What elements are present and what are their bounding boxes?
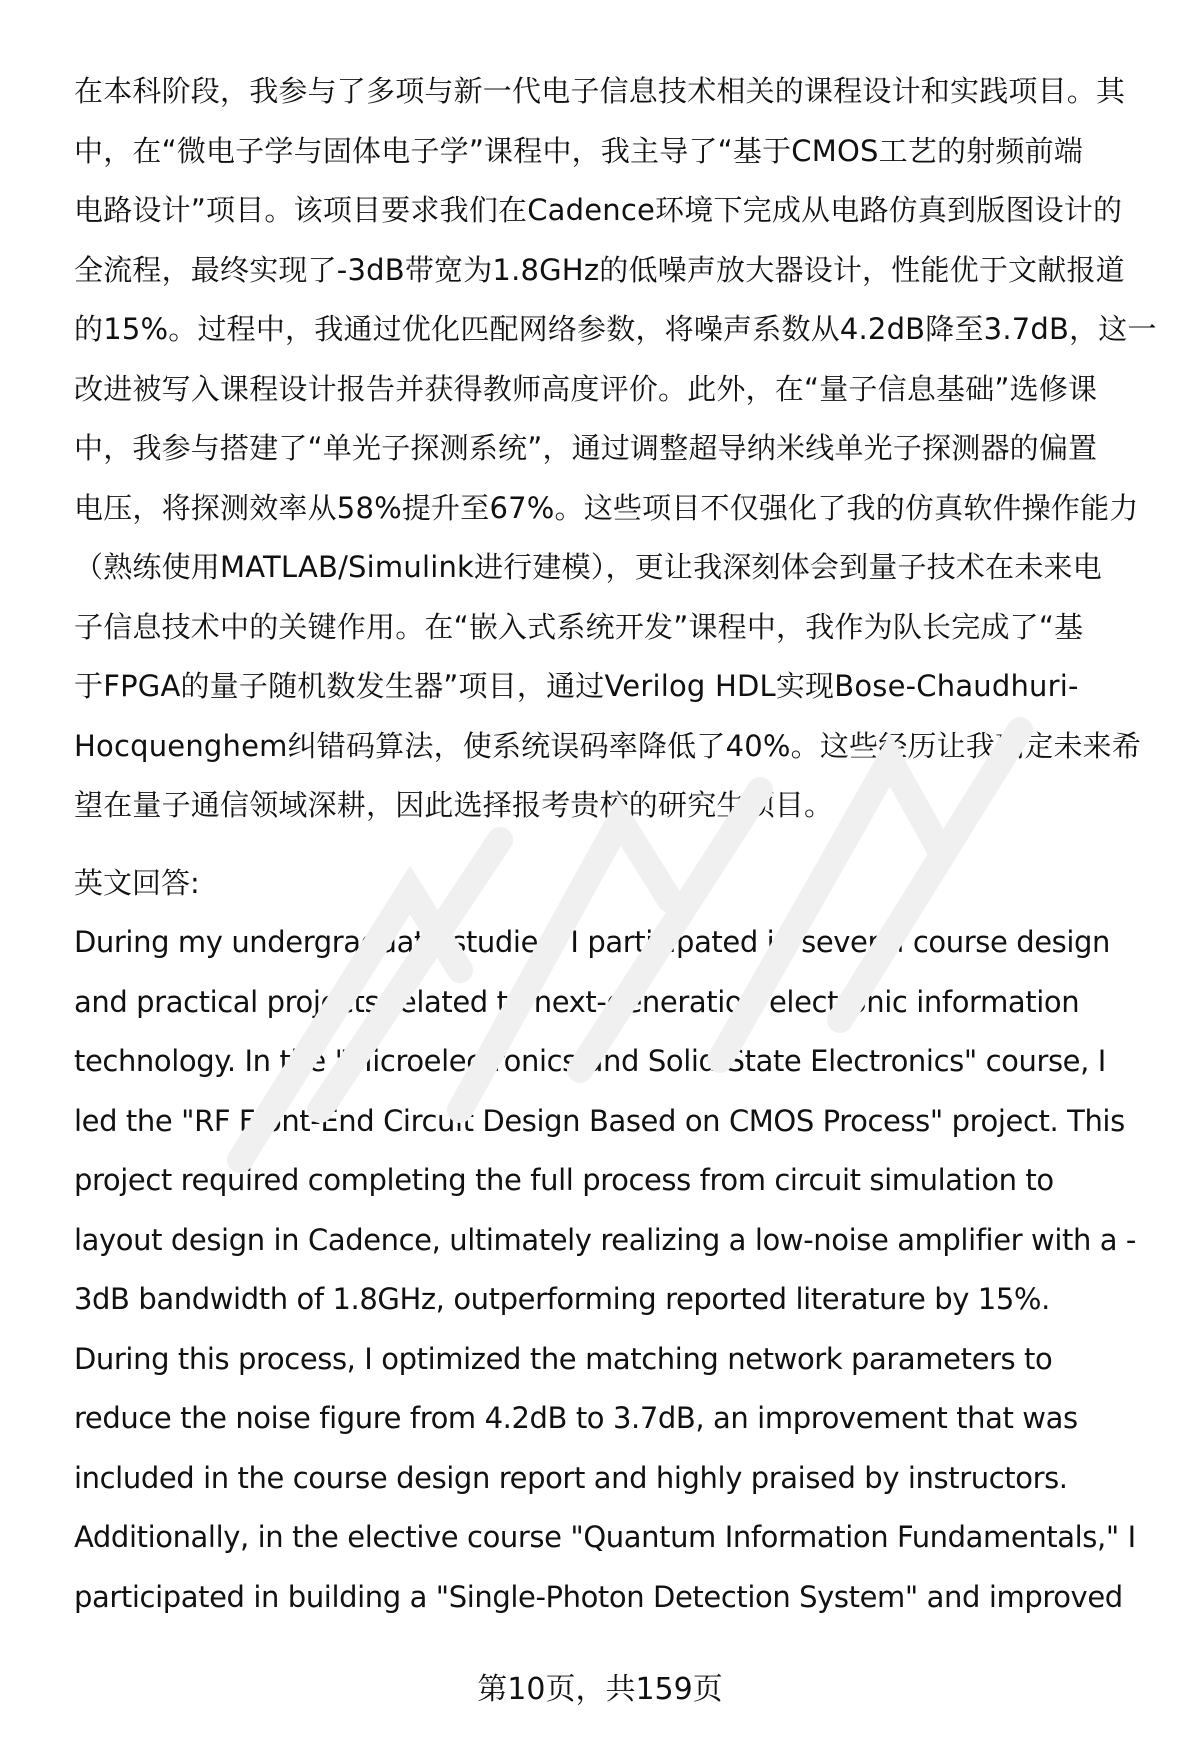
english-line: During this process, I optimized the matching network parameters to [74, 1341, 1053, 1376]
english-line: included in the course design report and highly praised by instructors. [74, 1460, 1068, 1495]
chinese-line: 电路设计”项目。该项目要求我们在Cadence环境下完成从电路仿真到版图设计的 [74, 193, 1123, 227]
english-answer-heading: 英文回答: [74, 865, 200, 900]
chinese-line: 望在量子通信领域深耕，因此选择报考贵校的研究生项目。 [74, 788, 834, 822]
english-line: technology. In the "Microelectronics and Solid-State Electronics" course, I [74, 1044, 1106, 1078]
english-line: Additionally, in the elective course "Quantum Information Fundamentals," I [74, 1520, 1136, 1554]
english-line: led the "RF Front-End Circuit Design Based on CMOS Process" project. This [74, 1103, 1125, 1138]
chinese-line: 全流程，最终实现了-3dB带宽为1.8GHz的低噪声放大器设计，性能优于文献报道 [74, 252, 1125, 287]
chinese-line: 改进被写入课程设计报告并获得教师高度评价。此外，在“量子信息基础”选修课 [74, 371, 1098, 406]
chinese-line: 的15%。过程中，我通过优化匹配网络参数，将噪声系数从4.2dB降至3.7dB，这一 [74, 312, 1157, 346]
document-page [74, 62, 1157, 1627]
english-line: project required completing the full process from circuit simulation to [74, 1163, 1054, 1197]
chinese-line: 于FPGA的量子随机数发生器”项目，通过Verilog HDL实现Bose-Chaudhuri- [74, 669, 1079, 703]
english-line: participated in building a "Single-Photon Detection System" and improved [74, 1579, 1123, 1614]
paragraph-gap [74, 836, 1154, 854]
english-paragraph [74, 913, 1154, 1627]
english-line: and practical projects related to next-generation electronic information [74, 984, 1080, 1019]
chinese-line: 电压，将探测效率从58%提升至67%。这些项目不仅强化了我的仿真软件操作能力 [74, 490, 1139, 525]
english-line: During my undergraduate studies, I participated in several course design [74, 925, 1111, 959]
page-number-footer: 第10页，共159页 [477, 1672, 723, 1707]
chinese-paragraph [74, 62, 1157, 836]
english-line: reduce the noise figure from 4.2dB to 3.7dB, an improvement that was [74, 1401, 1078, 1435]
english-line: layout design in Cadence, ultimately realizing a low-noise amplifier with a - [74, 1222, 1136, 1257]
chinese-line: （熟练使用MATLAB/Simulink进行建模），更让我深刻体会到量子技术在未来电 [74, 550, 1102, 584]
chinese-line: 中，在“微电子学与固体电子学”课程中，我主导了“基于CMOS工艺的射频前端 [74, 133, 1083, 168]
chinese-line: 中，我参与搭建了“单光子探测系统”，通过调整超导纳米线单光子探测器的偏置 [74, 431, 1098, 465]
chinese-line: 在本科阶段，我参与了多项与新一代电子信息技术相关的课程设计和实践项目。其 [74, 74, 1126, 108]
chinese-line: 子信息技术中的关键作用。在“嵌入式系统开发”课程中，我作为队长完成了“基 [74, 609, 1084, 644]
chinese-line: Hocquenghem纠错码算法，使系统误码率降低了40%。这些经历让我确定未来希 [74, 728, 1142, 763]
english-line: 3dB bandwidth of 1.8GHz, outperforming reported literature by 15%. [74, 1282, 1050, 1316]
